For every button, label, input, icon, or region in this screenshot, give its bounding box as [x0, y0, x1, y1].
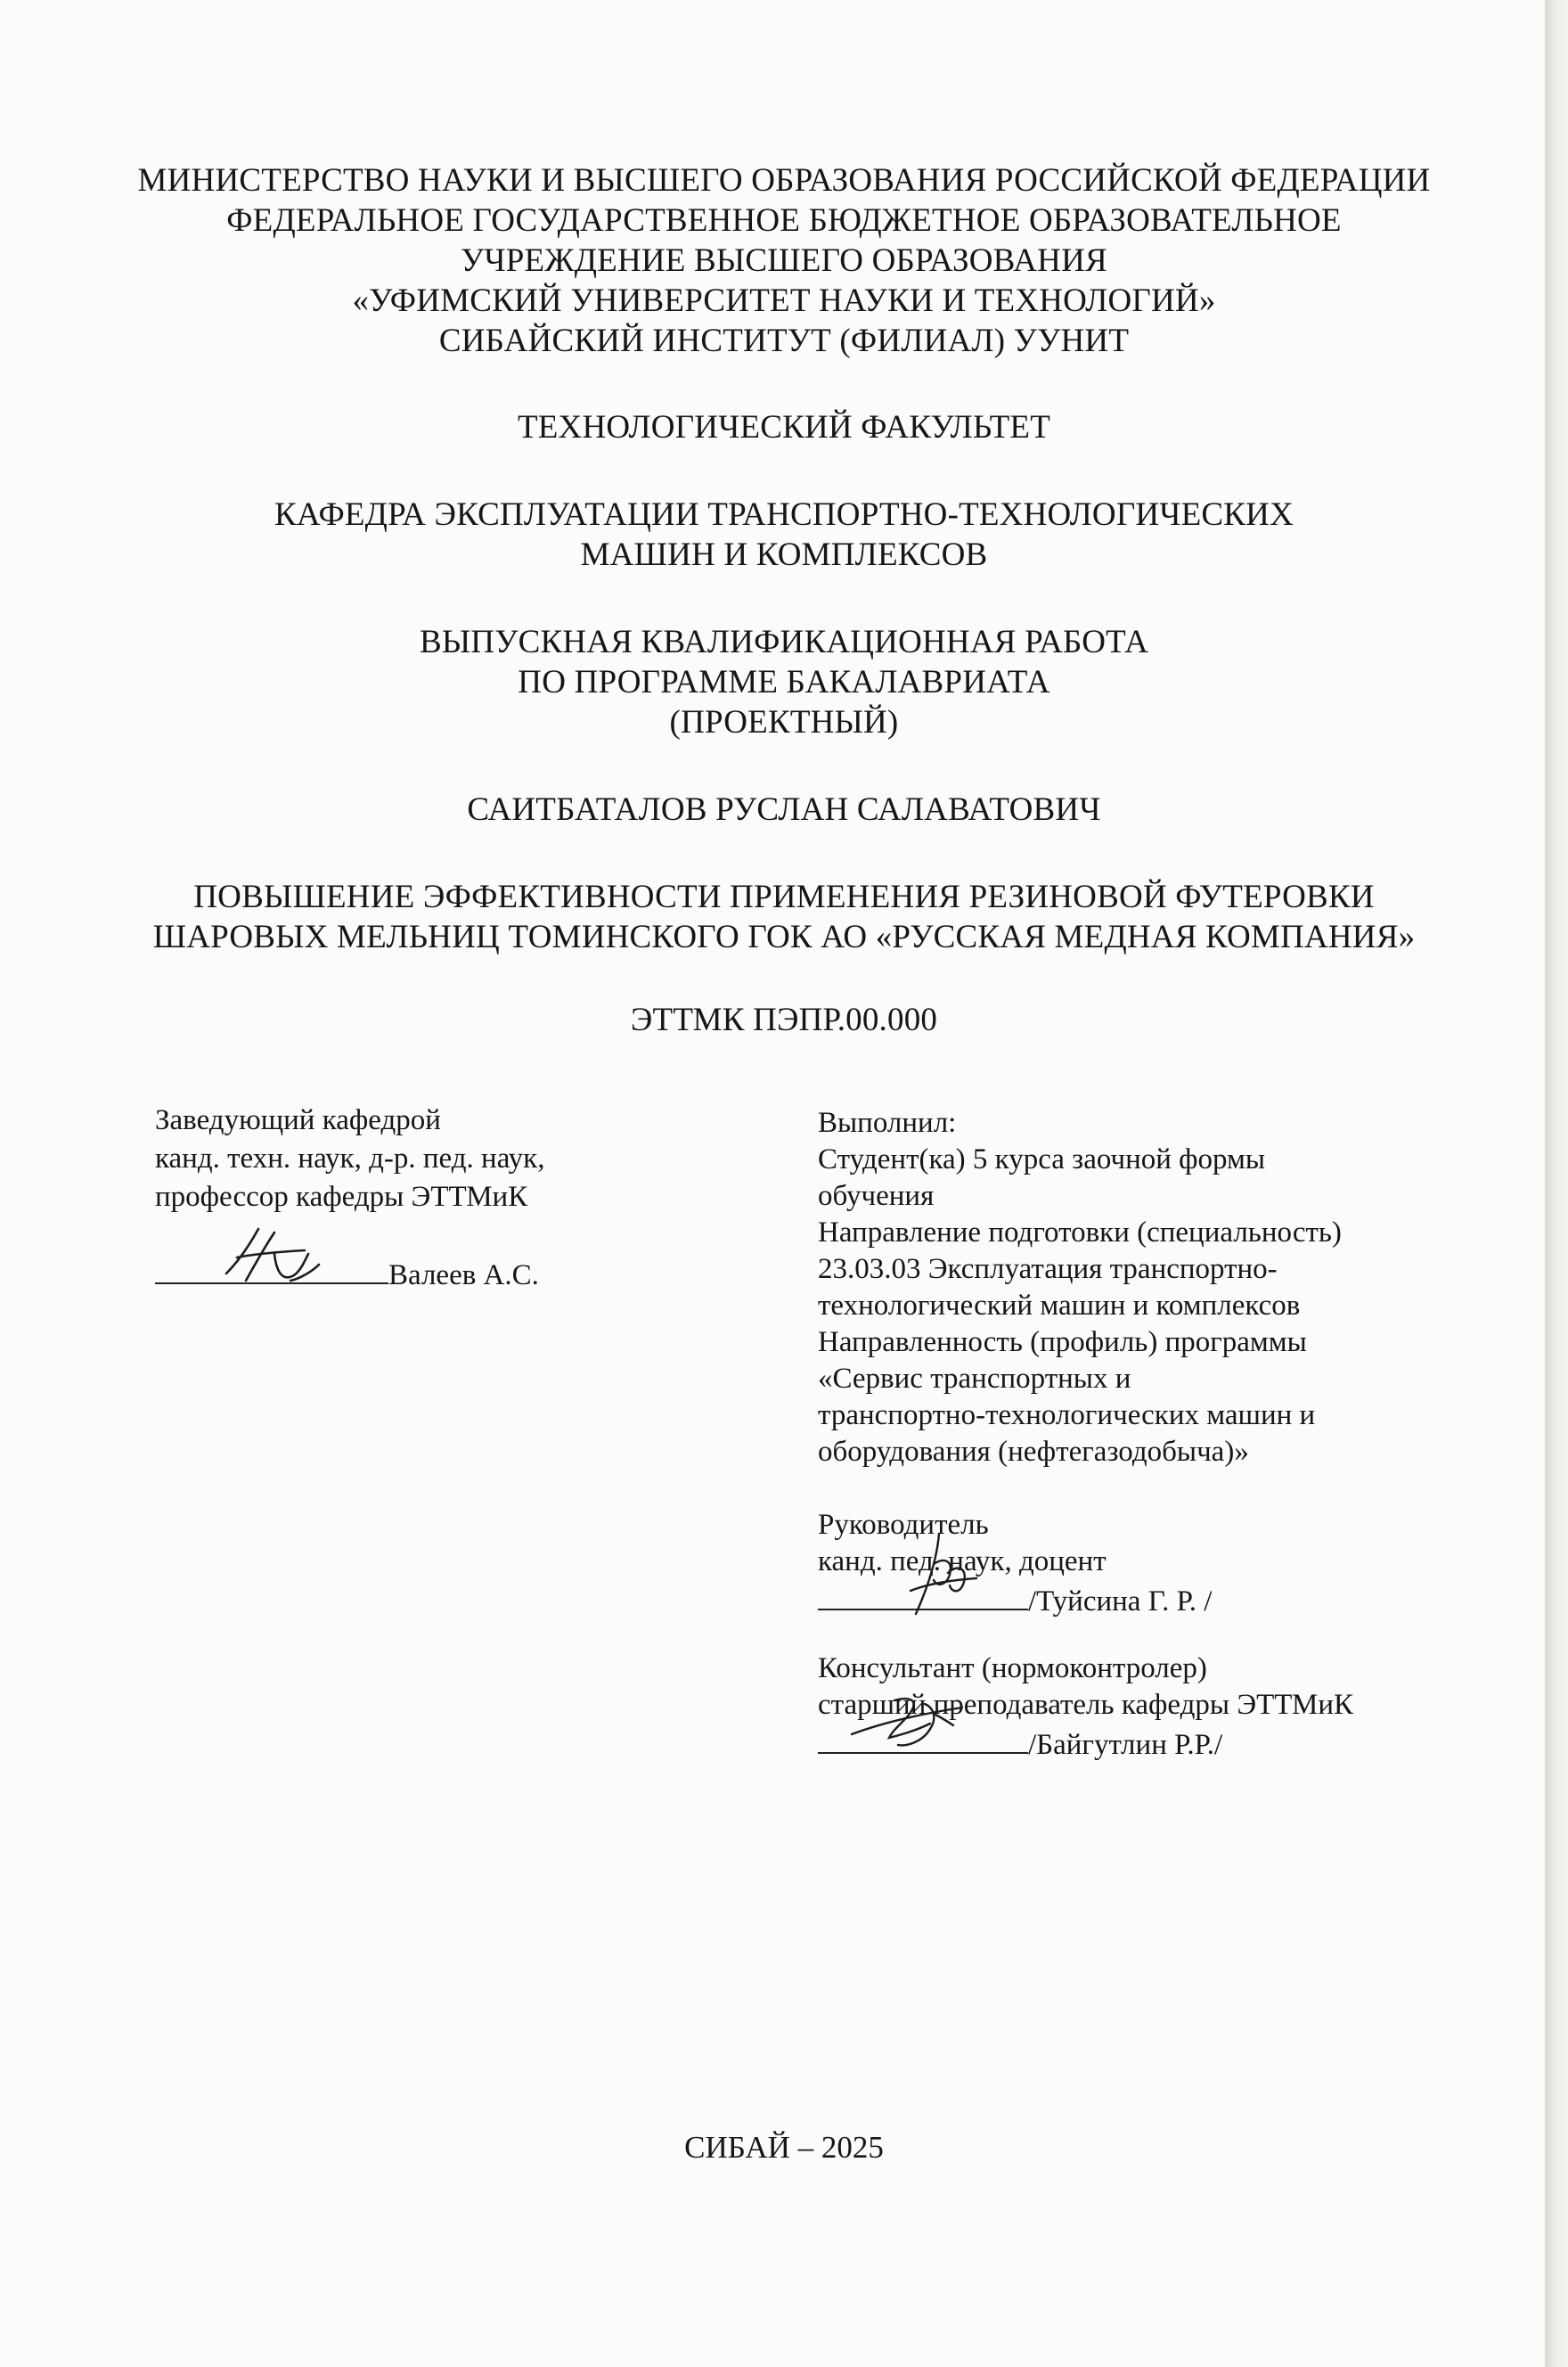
city-year: СИБАЙ – 2025 [684, 2130, 884, 2165]
topic-line-1: ПОВЫШЕНИЕ ЭФФЕКТИВНОСТИ ПРИМЕНЕНИЯ РЕЗИНОВОЙ ФУТЕРОВКИ [193, 879, 1375, 915]
topic-line-2: ШАРОВЫХ МЕЛЬНИЦ ТОМИНСКОГО ГОК АО «РУССКАЯ МЕДНАЯ КОМПАНИЯ» [152, 919, 1416, 955]
branch-name: СИБАЙСКИЙ ИНСТИТУТ (ФИЛИАЛ) УУНИТ [438, 323, 1130, 359]
student-line-6: Направленность (профиль) программы [818, 1326, 1307, 1358]
work-type-line-3: (ПРОЕКТНЫЙ) [669, 704, 899, 741]
head-degree: канд. техн. наук, д-р. пед. наук, [155, 1143, 545, 1175]
signature-line [155, 1252, 388, 1284]
student-line-9: оборудования (нефтегазодобыча)» [818, 1436, 1249, 1468]
head-signature-row [155, 1252, 539, 1292]
department-line-2: МАШИН И КОМПЛЕКСОВ [580, 536, 988, 573]
university-name: «УФИМСКИЙ УНИВЕРСИТЕТ НАУКИ И ТЕХНОЛОГИЙ» [352, 283, 1216, 319]
head-of-department-block [155, 1102, 707, 1216]
student-line-3: Направление подготовки (специальность) [818, 1216, 1342, 1249]
institution-line-1: ФЕДЕРАЛЬНОЕ ГОСУДАРСТВЕННОЕ БЮДЖЕТНОЕ ОБРАЗОВАТЕЛЬНОЕ [226, 202, 1342, 239]
work-type-line-1: ВЫПУСКНАЯ КВАЛИФИКАЦИОННАЯ РАБОТА [419, 624, 1149, 660]
spacer [818, 1470, 1459, 1507]
student-line-8: транспортно-технологических машин и [818, 1399, 1316, 1431]
head-role: Заведующий кафедрой [155, 1104, 441, 1136]
student-line-2: обучения [818, 1180, 935, 1212]
page-edge [1545, 0, 1568, 2367]
document-header [0, 160, 1568, 1040]
head-name: Валеев А.С. [388, 1259, 539, 1291]
student-label: Выполнил: [818, 1107, 957, 1139]
supervisor-signature-row [818, 1580, 1459, 1620]
document-code: ЭТТМК ПЭПР.00.000 [630, 1002, 938, 1038]
signature-line [818, 1580, 1028, 1610]
author-name: САИТБАТАЛОВ РУСЛАН САЛАВАТОВИЧ [467, 791, 1101, 828]
consultant-position: старший преподаватель кафедры ЭТТМиК [818, 1689, 1353, 1721]
work-type-line-2: ПО ПРОГРАММЕ БАКАЛАВРИАТА [518, 664, 1050, 700]
head-position: профессор кафедры ЭТТМиК [155, 1181, 528, 1213]
handwritten-signature [219, 1218, 326, 1290]
signatures-right-column [818, 1105, 1459, 1764]
student-line-5: технологический машин и комплексов [818, 1290, 1301, 1322]
ministry-line: МИНИСТЕРСТВО НАУКИ И ВЫСШЕГО ОБРАЗОВАНИЯ РОССИЙСКОЙ ФЕДЕРАЦИИ [137, 162, 1431, 199]
supervisor-role: Руководитель [818, 1509, 989, 1541]
consultant-role: Консультант (нормоконтролер) [818, 1652, 1207, 1684]
signature-line [818, 1724, 1028, 1754]
student-line-4: 23.03.03 Эксплуатация транспортно- [818, 1253, 1278, 1285]
handwritten-signature [898, 1528, 987, 1626]
student-line-1: Студент(ка) 5 курса заочной формы [818, 1143, 1266, 1175]
supervisor-degree: канд. пед. наук, доцент [818, 1545, 1107, 1577]
faculty-name: ТЕХНОЛОГИЧЕСКИЙ ФАКУЛЬТЕТ [517, 409, 1051, 446]
consultant-signature-row [818, 1724, 1459, 1764]
institution-line-2: УЧРЕЖДЕНИЕ ВЫСШЕГО ОБРАЗОВАНИЯ [461, 242, 1107, 279]
department-line-1: КАФЕДРА ЭКСПЛУАТАЦИИ ТРАНСПОРТНО-ТЕХНОЛОГИЧЕСКИХ [274, 496, 1294, 533]
consultant-name: /Байгутлин Р.Р./ [1028, 1729, 1223, 1761]
student-line-7: «Сервис транспортных и [818, 1363, 1131, 1395]
supervisor-name: /Туйсина Г. Р. / [1028, 1585, 1213, 1618]
handwritten-signature [845, 1688, 978, 1759]
